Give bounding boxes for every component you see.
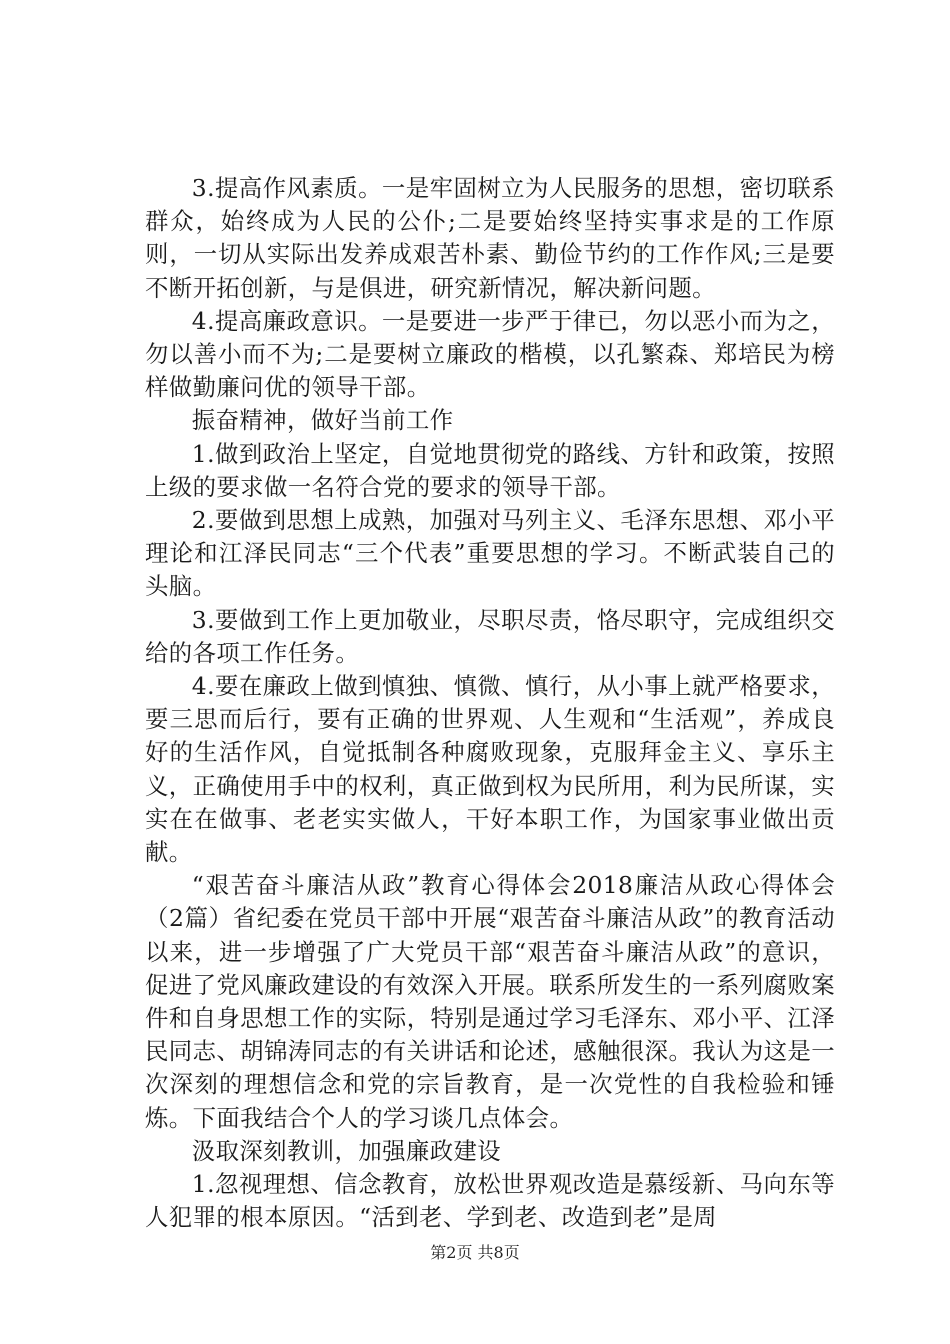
paragraph-education-experience: “艰苦奋斗廉洁从政”教育心得体会2018廉洁从政心得体会（2篇）省纪委在党员干部中开展“艰苦奋斗廉洁从政”的教育活动以来，进一步增强了广大党员干部“艰苦奋斗廉洁从政”的意识，促进了党风廉政建设的有效深入开展。联系所发生的一系列腐败案件和自身思想工作的实际，特别是通过学习毛泽东、邓小平、江泽民同志、胡锦涛同志的有关讲话和论述，感触很深。我认为这是一次深刻的理想信念和党的宗旨教育，是一次党性的自我检验和锤炼。下面我结合个人的学习谈几点体会。 [145, 871, 835, 1132]
paragraph-work-style: 3.提高作风素质。一是牢固树立为人民服务的思想，密切联系群众，始终成为人民的公仆;二是要始终坚持实事求是的工作原则，一切从实际出发养成艰苦朴素、勤俭节约的工作作风;三是要不断开拓创新，与是俱进，研究新情况，解决新问题。 [145, 174, 835, 302]
paragraph-integrity-conduct: 4.要在廉政上做到慎独、慎微、慎行，从小事上就严格要求，要三思而后行，要有正确的世界观、人生观和“生活观”，养成良好的生活作风，自觉抵制各种腐败现象，克服拜金主义、享乐主义，正确使用手中的权利，真正做到权为民所用，利为民所谋，实实在在做事、老老实实做人，干好本职工作，为国家事业做出贡献。 [145, 672, 835, 867]
paragraph-integrity-awareness: 4.提高廉政意识。一是要进一步严于律已，勿以恶小而为之，勿以善小而不为;二是要树立廉政的楷模，以孔繁森、郑培民为榜样做勤廉问优的领导干部。 [145, 306, 835, 402]
section-heading-lessons: 汲取深刻教训，加强廉政建设 [191, 1136, 502, 1165]
section-heading-current-work: 振奋精神，做好当前工作 [191, 406, 454, 435]
page-number-footer: 第2页 共8页 [430, 1243, 520, 1262]
document-body [145, 172, 835, 1235]
paragraph-work-dedication: 3.要做到工作上更加敬业，尽职尽责，恪尽职守，完成组织交给的各项工作任务。 [145, 605, 835, 667]
paragraph-ideals-education: 1.忽视理想、信念教育，放松世界观改造是慕绥新、马向东等人犯罪的根本原因。“活到老、学到老、改造到老”是周 [145, 1170, 835, 1232]
paragraph-ideological-maturity: 2.要做到思想上成熟，加强对马列主义、毛泽东思想、邓小平理论和江泽民同志“三个代表”重要思想的学习。不断武装自己的头脑。 [145, 506, 835, 601]
paragraph-political-firmness: 1.做到政治上坚定，自觉地贯彻党的路线、方针和政策，按照上级的要求做一名符合党的要求的领导干部。 [145, 439, 835, 501]
